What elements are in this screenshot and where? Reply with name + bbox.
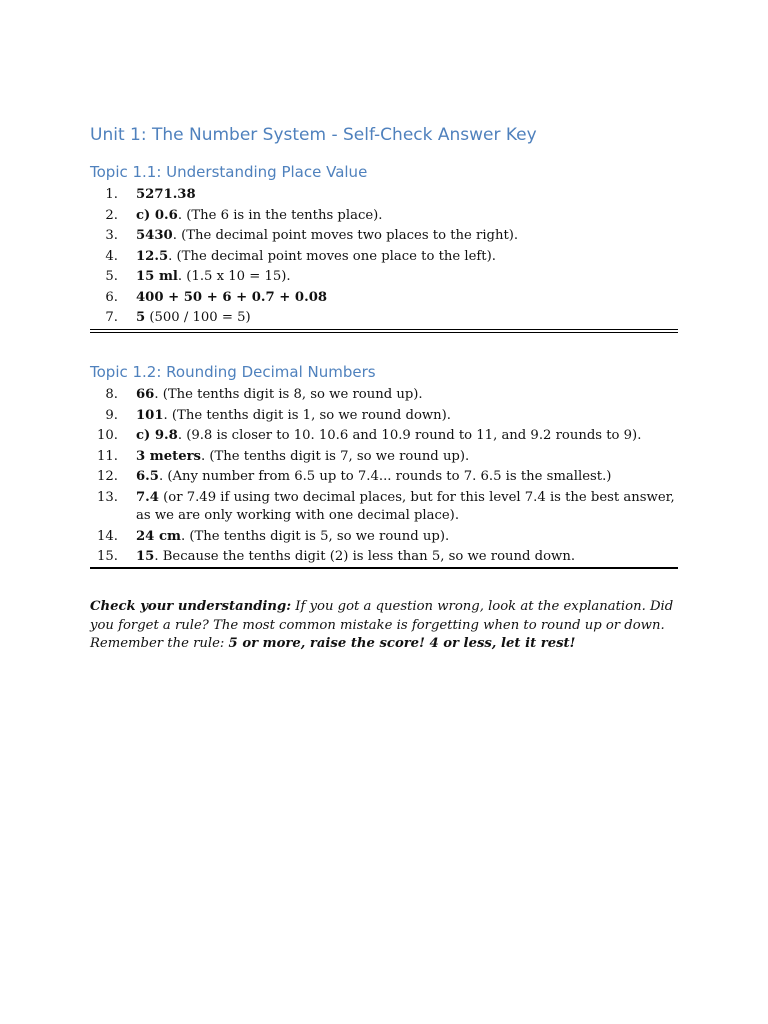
answer-explanation: . (The tenths digit is 7, so we round up). <box>200 448 470 464</box>
item-number: 11. <box>97 448 118 464</box>
item-number: 4. <box>105 248 118 264</box>
answer-explanation: . (9.8 is closer to 10. 10.6 and 10.9 round to 11, and 9.2 rounds to 9). <box>177 428 642 443</box>
list-item <box>90 206 678 227</box>
answer-value: 3 meters <box>136 448 201 464</box>
answer-explanation: . (The decimal point moves one place to the left). <box>168 248 496 264</box>
list-item <box>90 185 678 206</box>
list-item <box>90 447 678 468</box>
check-label: Check your understanding: <box>90 599 292 614</box>
topic-1-2-answer-list <box>90 385 678 568</box>
item-number: 7. <box>105 310 118 325</box>
answer-explanation: . (The decimal point moves two places to the right). <box>172 228 519 243</box>
page-title: Unit 1: The Number System - Self-Check Answer Key <box>90 125 537 145</box>
topic-1-1-answer-list <box>90 185 678 329</box>
answer-explanation: . (The tenths digit is 1, so we round down). <box>163 407 452 423</box>
item-number: 10. <box>97 428 118 443</box>
list-item <box>90 267 678 288</box>
answer-value: 15 <box>136 549 155 564</box>
list-item <box>90 308 678 329</box>
answer-value: c) 9.8 <box>136 428 178 443</box>
list-item <box>90 527 678 548</box>
item-number: 3. <box>105 228 118 243</box>
item-number: 6. <box>105 289 118 305</box>
item-number: 14. <box>97 528 118 544</box>
answer-explanation: . (The tenths digit is 5, so we round up). <box>180 528 450 544</box>
answer-value: 101 <box>136 407 164 423</box>
answer-explanation: . Because the tenths digit (2) is less than 5, so we round down. <box>154 549 576 564</box>
item-number: 12. <box>97 469 118 484</box>
answer-explanation: (500 / 100 = 5) <box>145 310 251 325</box>
answer-explanation: . (1.5 x 10 = 15). <box>177 269 291 284</box>
list-item <box>90 488 678 527</box>
answer-value: 400 + 50 + 6 + 0.7 + 0.08 <box>136 289 328 305</box>
topic-1-2-heading: Topic 1.2: Rounding Decimal Numbers <box>90 363 376 381</box>
rounding-rule: 5 or more, raise the score! 4 or less, let it rest! <box>228 636 576 651</box>
answer-value: 5 <box>136 310 146 325</box>
item-number: 9. <box>105 407 118 423</box>
answer-value: 5430 <box>136 228 173 243</box>
answer-value: c) 0.6 <box>136 207 178 223</box>
list-item <box>90 406 678 427</box>
item-number: 5. <box>105 269 118 284</box>
section-divider <box>90 329 678 333</box>
answer-explanation: (or 7.49 if using two decimal places, but for this level 7.4 is the best answer, as we are only working with one decimal place). <box>136 489 675 523</box>
list-item <box>90 226 678 247</box>
topic-1-1-heading: Topic 1.1: Understanding Place Value <box>90 163 368 181</box>
item-number: 8. <box>105 387 118 402</box>
answer-value: 12.5 <box>136 248 169 264</box>
section-divider <box>90 567 678 569</box>
list-item <box>90 288 678 309</box>
answer-explanation: . (The tenths digit is 8, so we round up). <box>154 387 423 402</box>
answer-value: 7.4 <box>136 489 159 505</box>
answer-value: 24 cm <box>136 528 181 544</box>
item-number: 13. <box>97 489 118 505</box>
list-item <box>90 547 678 568</box>
answer-value: 6.5 <box>136 469 159 484</box>
list-item <box>90 426 678 447</box>
list-item <box>90 385 678 406</box>
answer-value: 66 <box>136 387 155 402</box>
answer-explanation: . (The 6 is in the tenths place). <box>177 207 383 223</box>
answer-value: 15 ml <box>136 269 178 284</box>
list-item <box>90 247 678 268</box>
answer-value: 5271.38 <box>136 187 196 202</box>
list-item <box>90 467 678 488</box>
item-number: 1. <box>105 187 118 202</box>
check-understanding-note <box>90 598 680 654</box>
answer-explanation: . (Any number from 6.5 up to 7.4... rounds to 7. 6.5 is the smallest.) <box>158 469 612 484</box>
check-body: If you got a question wrong, look at the explanation. Did you forget a rule? The most common mistake is forgetting when to round up or down. Remember the rule: <box>90 599 674 651</box>
item-number: 2. <box>105 207 118 223</box>
item-number: 15. <box>97 549 118 564</box>
